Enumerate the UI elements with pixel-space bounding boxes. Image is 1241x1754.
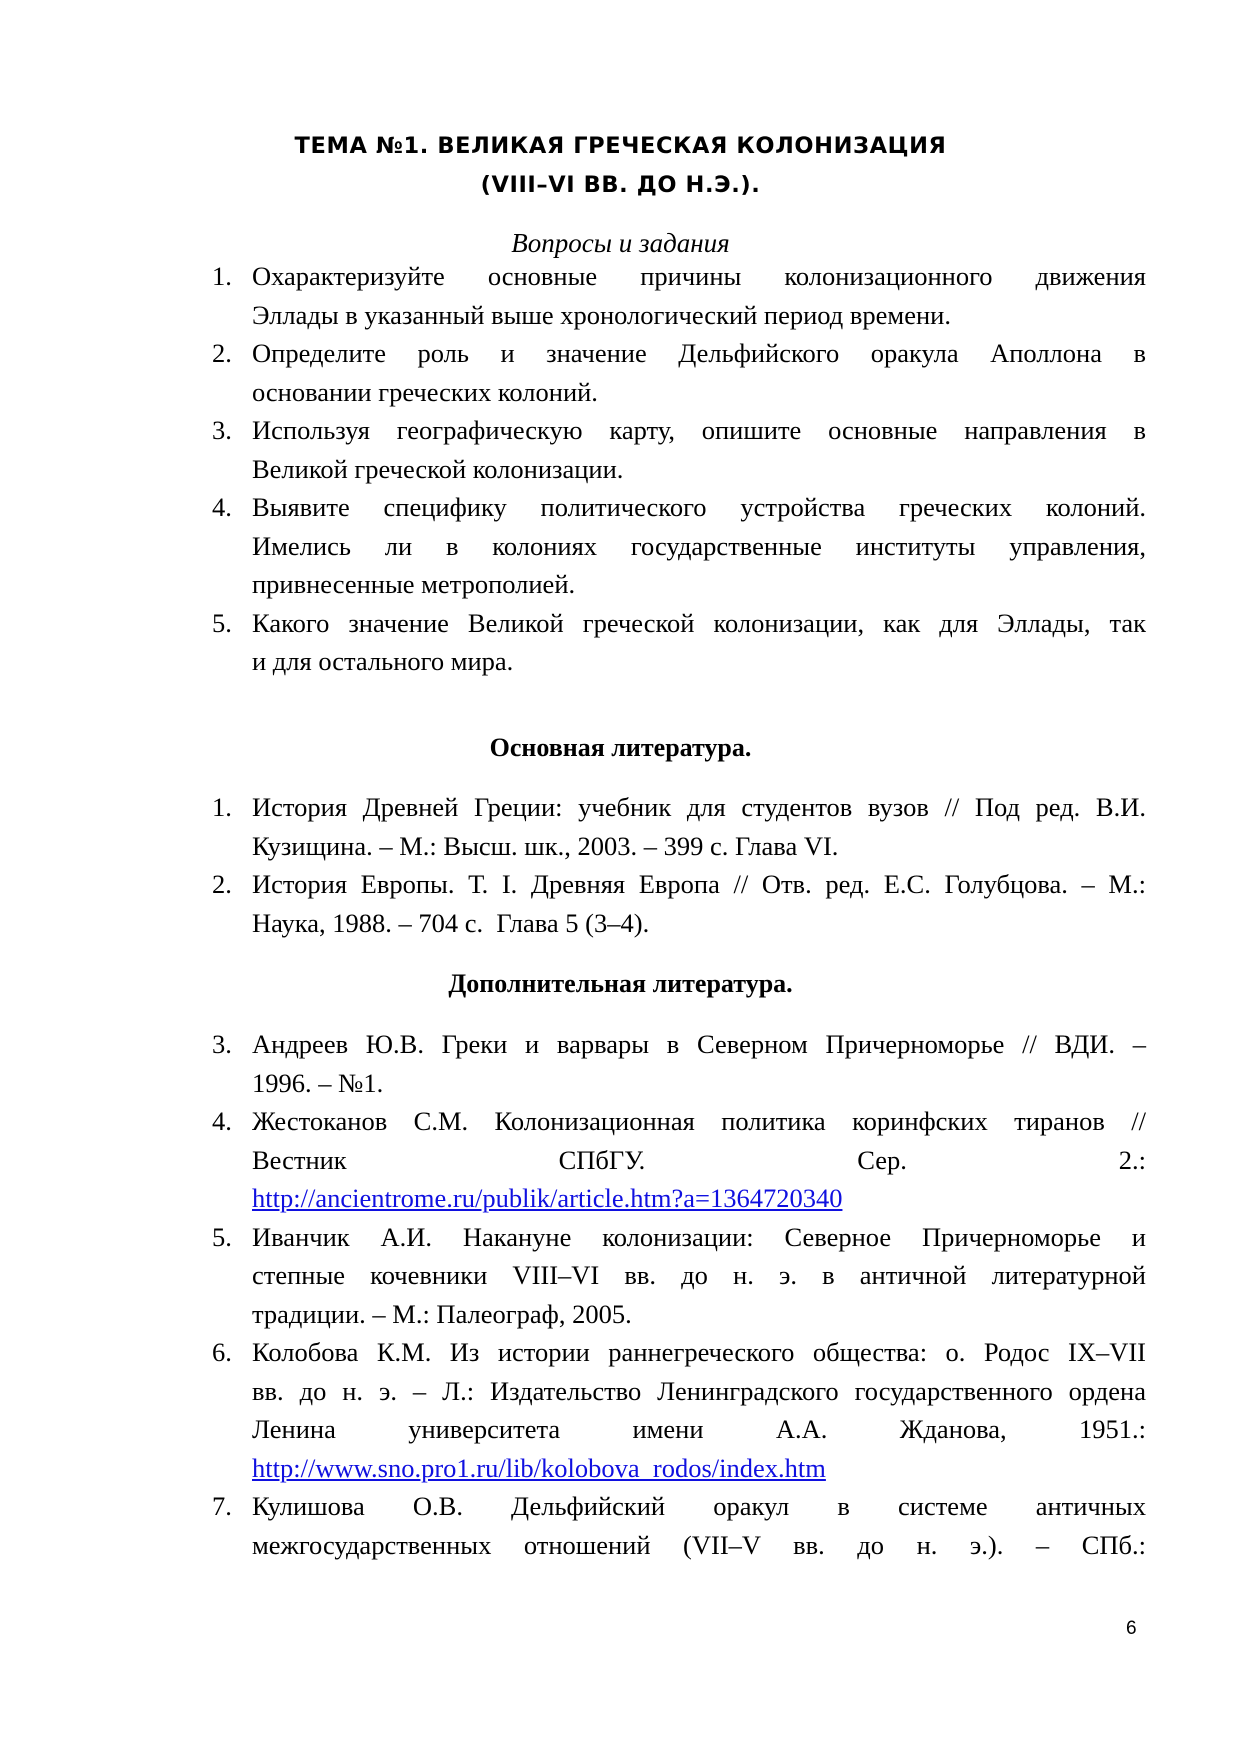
item-line: Определите роль и значение Дельфийского оракула Аполлона в <box>252 338 1146 368</box>
topic-title-line1: ТЕМА №1. ВЕЛИКАЯ ГРЕЧЕСКАЯ КОЛОНИЗАЦИЯ <box>294 133 947 159</box>
literature-item <box>212 1218 1146 1334</box>
literature-item <box>212 865 1146 942</box>
item-number: 4. <box>212 492 232 522</box>
item-line: История Древней Греции: учебник для студентов вузов // Под ред. В.И. <box>252 792 1146 822</box>
item-line: Эллады в указанный выше хронологический период времени. <box>252 299 951 330</box>
item-line: Наука, 1988. – 704 с. Глава 5 (3–4). <box>252 907 650 938</box>
item-number: 5. <box>212 1221 232 1252</box>
item-line: Используя географическую карту, опишите основные направления в <box>252 415 1146 445</box>
item-line: Колобова К.М. Из истории раннегреческого общества: о. Родос IX–VII <box>252 1337 1146 1367</box>
item-number: 1. <box>212 261 232 291</box>
item-line: Великой греческой колонизации. <box>252 453 624 484</box>
item-line: привнесенные метрополией. <box>252 569 576 599</box>
item-line: Вестник СПбГУ. Сер. 2.: <box>252 1144 1146 1175</box>
question-item <box>212 257 1146 334</box>
item-line: степные кочевники VIII–VI вв. до н. э. в античной литературной <box>252 1260 1146 1290</box>
item-number: 2. <box>212 869 232 899</box>
item-line: 1996. – №1. <box>252 1067 384 1098</box>
extra-literature-heading: Дополнительная литература. <box>448 969 793 998</box>
item-line: Андреев Ю.В. Греки и варвары в Северном Причерноморье // ВДИ. – <box>252 1029 1146 1059</box>
item-number: 4. <box>212 1106 232 1136</box>
question-item <box>212 604 1146 681</box>
literature-item <box>212 1025 1146 1102</box>
item-line: и для остального мира. <box>252 646 514 676</box>
item-number: 7. <box>212 1491 232 1521</box>
questions-subtitle: Вопросы и задания <box>511 228 730 258</box>
literature-item <box>212 788 1146 865</box>
literature-item <box>212 1487 1146 1564</box>
topic-title-line2: (VIII–VI ВВ. ДО Н.Э.). <box>480 172 761 198</box>
question-item <box>212 411 1146 488</box>
item-line <box>252 1449 1146 1488</box>
item-line: межгосударственных отношений (VII–V вв. до н. э.). – СПб.: <box>252 1529 1146 1560</box>
item-line: вв. до н. э. – Л.: Издательство Ленинградского государственного ордена <box>252 1375 1146 1406</box>
item-line <box>252 1179 1146 1218</box>
item-line: Иванчик А.И. Накануне колонизации: Северное Причерноморье и <box>252 1221 1146 1252</box>
item-line: Имелись ли в колониях государственные институты управления, <box>252 530 1146 561</box>
extra-literature-list <box>212 1025 1146 1564</box>
item-line: Ленина университета имени А.А. Жданова, 1951.: <box>252 1414 1146 1444</box>
sno-pro1-link[interactable]: http://www.sno.pro1.ru/lib/kolobova_rodos/index.htm <box>252 1452 826 1483</box>
item-line: Кулишова О.В. Дельфийский оракул в системе античных <box>252 1491 1146 1521</box>
item-number: 3. <box>212 1029 232 1059</box>
item-line: История Европы. Т. I. Древняя Европа // Отв. ред. Е.С. Голубцова. – М.: <box>252 869 1146 899</box>
page-number: 6 <box>1126 1618 1137 1639</box>
item-number: 5. <box>212 607 232 638</box>
item-number: 6. <box>212 1337 232 1367</box>
item-line: основании греческих колоний. <box>252 376 598 407</box>
item-line: Жестоканов С.М. Колонизационная политика коринфских тиранов // <box>252 1106 1146 1136</box>
literature-item <box>212 1102 1146 1218</box>
main-literature-heading: Основная литература. <box>489 733 752 762</box>
question-item <box>212 488 1146 604</box>
item-number: 2. <box>212 338 232 368</box>
item-number: 1. <box>212 792 232 822</box>
questions-list <box>212 257 1146 681</box>
literature-item <box>212 1333 1146 1487</box>
item-line: Кузищина. – М.: Высш. шк., 2003. – 399 с. Глава VI. <box>252 830 839 861</box>
item-number: 3. <box>212 415 232 445</box>
item-line: Выявите специфику политического устройства греческих колоний. <box>252 492 1146 522</box>
main-literature-list <box>212 788 1146 942</box>
item-line: Какого значение Великой греческой колонизации, как для Эллады, так <box>252 607 1146 638</box>
item-line: Охарактеризуйте основные причины колонизационного движения <box>252 261 1146 291</box>
ancientrome-link[interactable]: http://ancientrome.ru/publik/article.htm?a=1364720340 <box>252 1183 843 1213</box>
item-line: традиции. – М.: Палеограф, 2005. <box>252 1298 632 1329</box>
question-item <box>212 334 1146 411</box>
